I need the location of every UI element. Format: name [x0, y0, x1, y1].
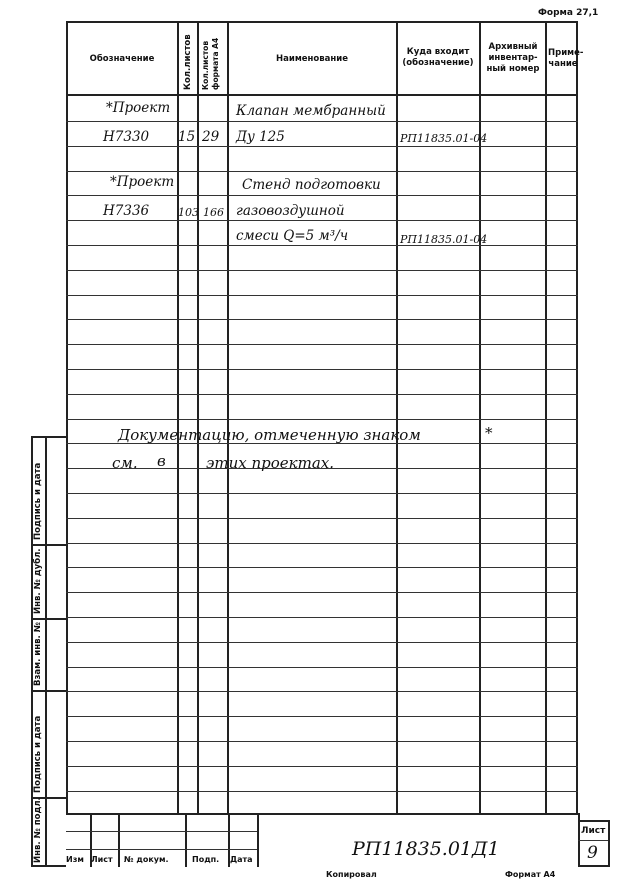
col-line: [197, 21, 199, 813]
entry-2-name-line2: газовоздушной: [236, 203, 345, 219]
col-line: [396, 21, 398, 813]
col-line: [227, 21, 229, 813]
stamp-col: [185, 813, 187, 867]
entry-1-name-line2: Ду 125: [236, 129, 285, 145]
row-line: [66, 791, 578, 792]
row-line: [66, 716, 578, 717]
header-divider: [66, 94, 578, 96]
row-line: [66, 592, 578, 593]
entry-2-designation-line2: Н7336: [103, 203, 150, 219]
row-line: [66, 394, 578, 395]
side-label-vzam-inv: Взам. инв. №: [33, 622, 43, 686]
entry-1-designation-line1: *Проект: [106, 100, 171, 116]
note-line-2-see: см.: [112, 454, 138, 472]
entry-1-sheets: 15: [178, 129, 196, 145]
stamp-izm: Изм: [66, 855, 84, 864]
note-line-2-in: в: [157, 452, 166, 470]
row-line: [66, 295, 578, 296]
row-line: [66, 220, 578, 221]
note-asterisk: *: [485, 424, 493, 442]
side-stamp-sep: [31, 690, 66, 692]
header-designation: Обозначение: [89, 54, 155, 64]
entry-2-designation-line1: *Проект: [110, 174, 175, 190]
entry-2-where-used: РП11835.01-04: [400, 233, 488, 246]
entry-2-name-line3: смеси Q=5 м³/ч: [236, 228, 349, 244]
sheet-number: 9: [587, 843, 598, 863]
header-note: Приме-чание: [548, 48, 584, 69]
row-line: [66, 245, 578, 246]
row-line: [66, 766, 578, 767]
footer-format: Формат А4: [505, 870, 556, 879]
entry-2-name-line1: Стенд подготовки: [242, 177, 381, 193]
row-line: [66, 146, 578, 147]
row-line: [66, 319, 578, 320]
header-archive-number: Архивный инвентар-ный номер: [486, 42, 540, 74]
stamp-row: [66, 849, 257, 850]
stamp-data: Дата: [230, 855, 253, 864]
side-stamp-divider: [45, 436, 47, 867]
row-line: [66, 195, 578, 196]
footer-copied: Копировал: [326, 870, 377, 879]
stamp-list: Лист: [91, 855, 113, 864]
row-line: [66, 567, 578, 568]
side-stamp-sep: [31, 618, 66, 620]
side-label-sign-date-2: Подпись и дата: [33, 715, 43, 793]
row-line: [66, 171, 578, 172]
stamp-col: [257, 813, 259, 867]
row-line: [66, 518, 578, 519]
side-label-sign-date-1: Подпись и дата: [33, 462, 43, 540]
header-sheets-a4: Кол.листов формата А4: [201, 37, 220, 90]
header-name: Наименование: [276, 54, 348, 64]
stamp-ndoc: № докум.: [124, 855, 169, 864]
row-line: [66, 493, 578, 494]
entry-1-name-line1: Клапан мембранный: [236, 103, 386, 119]
side-label-inv-dubl: Инв. № дубл.: [33, 548, 43, 614]
entry-2-sheets-a4: 166: [203, 206, 224, 219]
header-sheets-count: Кол.листов: [183, 34, 193, 90]
row-line: [66, 667, 578, 668]
entry-1-where-used: РП11835.01-04: [400, 132, 488, 145]
row-line: [66, 369, 578, 370]
document-code: РП11835.01Д1: [352, 838, 500, 860]
row-line: [66, 617, 578, 618]
stamp-podp: Подп.: [192, 855, 220, 864]
side-stamp-sep: [31, 544, 66, 546]
note-line-2-projects: этих проектах.: [206, 454, 335, 472]
stamp-col: [118, 813, 120, 867]
row-line: [66, 344, 578, 345]
form-label: Форма 27,1: [538, 8, 599, 18]
row-line: [66, 419, 578, 420]
row-line: [66, 691, 578, 692]
row-line: [66, 642, 578, 643]
entry-1-designation-line2: Н7330: [103, 129, 150, 145]
row-line: [66, 741, 578, 742]
header-where-used: Куда входит (обозначение): [402, 47, 474, 68]
col-line: [545, 21, 547, 813]
entry-2-sheets: 103: [178, 206, 199, 219]
row-line: [66, 270, 578, 271]
note-line-1: Документацию, отмеченную знаком: [118, 426, 421, 444]
row-line: [66, 121, 578, 122]
sheet-label: Лист: [581, 826, 606, 836]
stamp-row: [66, 831, 257, 832]
side-label-inv-podl: Инв. № подл.: [33, 797, 43, 863]
row-line: [66, 543, 578, 544]
entry-1-sheets-a4: 29: [202, 129, 220, 145]
